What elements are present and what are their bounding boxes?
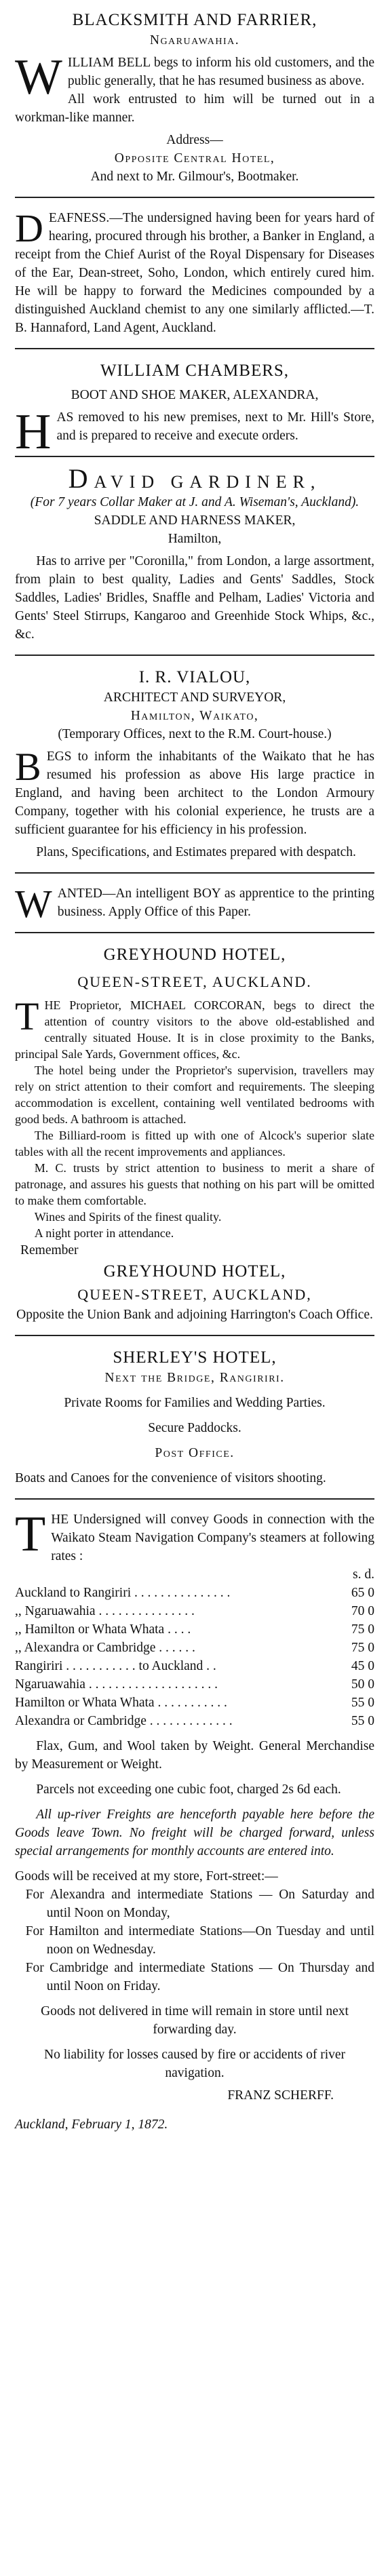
ad-sherleys-hotel xyxy=(15,1347,374,1487)
rate-row xyxy=(15,1602,374,1620)
ad-body: HE Proprietor, MICHAEL CORCORAN, begs to direct the attention of country visitors to the above old-established and centrally situated House. It is in close proximity to the Banks, principal Sale Yards, Government offices, &c. xyxy=(15,998,374,1061)
ad-place: Hamilton, xyxy=(168,532,222,546)
rate-value: 50 0 xyxy=(351,1677,374,1692)
ad-body: The hotel being under the Proprietor's supervision, travellers may rely on strict attention to their comfort and requirements. The sleeping accommodation is excellent, containing well ventilated bedrooms with good beds. A bathroom is attached. xyxy=(15,1063,374,1126)
divider xyxy=(15,1335,374,1336)
ad-line: Goods will be received at my store, Fort-street:— xyxy=(15,1869,278,1884)
rate-row xyxy=(15,1675,374,1694)
ad-vialou xyxy=(15,667,374,861)
rate-route: Rangiriri . . . . . . . . . . . to Auckland . . xyxy=(15,1659,216,1673)
ad-place: Ngaruawahia. xyxy=(149,33,240,47)
ad-body: AS removed to his new premises, next to Mr. Hill's Store, and is prepared to receive and execute orders. xyxy=(56,410,374,443)
rate-value: 55 0 xyxy=(351,1714,374,1728)
ad-body: All work entrusted to him will be turned out in a workman-like manner. xyxy=(15,92,374,125)
divider xyxy=(15,348,374,349)
ad-line: Secure Paddocks. xyxy=(148,1421,241,1435)
drop-capital: W xyxy=(15,50,62,105)
ad-line: Parcels not exceeding one cubic foot, charged 2s 6d each. xyxy=(36,1782,341,1797)
ad-scherff-freight xyxy=(15,1506,374,2134)
rates-header-row xyxy=(15,1565,374,1584)
ad-subtitle: QUEEN-STREET, AUCKLAND. xyxy=(77,973,312,990)
ad-blacksmith xyxy=(15,9,374,186)
rate-row xyxy=(15,1620,374,1639)
address-label: Address— xyxy=(166,133,223,147)
rate-route: ,, Alexandra or Cambridge . . . . . . xyxy=(15,1641,195,1655)
ad-title: BLACKSMITH AND FARRIER, xyxy=(72,11,317,29)
ad-line: Post Office. xyxy=(155,1446,235,1460)
rate-value: 55 0 xyxy=(351,1696,374,1710)
schedule-item: For Cambridge and intermediate Stations — On Thursday and until Noon on Friday. xyxy=(25,1961,374,1993)
ad-line: Boats and Canoes for the convenience of visitors shooting. xyxy=(15,1471,326,1485)
rate-route: Hamilton or Whata Whata . . . . . . . . . . . xyxy=(15,1696,227,1710)
ad-line: Private Rooms for Families and Wedding Parties. xyxy=(64,1396,326,1410)
ad-subtitle: SADDLE AND HARNESS MAKER, xyxy=(94,513,296,528)
rate-row xyxy=(15,1657,374,1675)
ad-wanted xyxy=(15,882,374,926)
ad-body: M. C. trusts by strict attention to business to merit a share of patronage, and assures his guests that nothing on his part will be omitted to make them comfortable. xyxy=(15,1161,374,1207)
ad-body: Plans, Specifications, and Estimates prepared with despatch. xyxy=(36,845,356,859)
address-line: And next to Mr. Gilmour's, Bootmaker. xyxy=(90,170,299,184)
divider xyxy=(15,1498,374,1500)
ad-title xyxy=(15,463,374,494)
divider xyxy=(15,197,374,198)
ad-title: SHERLEY'S HOTEL, xyxy=(113,1348,277,1367)
rate-route: Ngaruawahia . . . . . . . . . . . . . . . . . . . . xyxy=(15,1677,218,1692)
ad-line: No liability for losses caused by fire or accidents of river navigation. xyxy=(43,2048,346,2080)
ad-line: Flax, Gum, and Wool taken by Weight. General Merchandise by Measurement or Weight. xyxy=(15,1739,374,1772)
ad-title: WILLIAM CHAMBERS, xyxy=(100,362,290,380)
ad-line: Goods not delivered in time will remain in store until next forwarding day. xyxy=(41,2004,349,2037)
ad-chambers xyxy=(15,360,374,460)
drop-capital: B xyxy=(15,745,41,789)
rate-route: Auckland to Rangiriri . . . . . . . . . . . . . . . xyxy=(15,1586,231,1600)
ad-body: Has to arrive per "Coronilla," from London, a large assortment, from plain to best quality, Ladies and Gents' Saddles, Stock Saddles, Ladies' Bridles, Snaffle and Pelham, Ladies' Victoria and Gents' Steel Stirrups, Kangaroo and Greenhide Stock Whips, &c., &c. xyxy=(15,554,374,642)
signature: FRANZ SCHERFF. xyxy=(227,2088,334,2103)
rate-value: 75 0 xyxy=(351,1622,374,1637)
rate-value: 70 0 xyxy=(351,1604,374,1618)
ad-body: The Billiard-room is fitted up with one of Alcock's superior slate tables with all the recent improvements and appliances. xyxy=(15,1129,374,1158)
divider xyxy=(15,655,374,656)
ad-note: (For 7 years Collar Maker at J. and A. Wiseman's, Auckland). xyxy=(30,495,360,509)
ad-body: EAFNESS.—The undersigned having been for years hard of hearing, procured through his brother, a Banker in England, a receipt from the Chief Aurist of the Royal Dispensary for Diseases of the Ear, Dean-street, Soho, London, which entirely cured him. He will be happy to forward the Medicines compounded by a distinguished Auckland chemist to any one similarly afflicted.—T. B. Hannaford, Land Agent, Auckland. xyxy=(15,211,374,335)
ad-place: Hamilton, Waikato, xyxy=(130,709,259,723)
rate-row xyxy=(15,1584,374,1602)
ad-place: Next the Bridge, Rangiriri. xyxy=(104,1371,285,1385)
rate-route: ,, Hamilton or Whata Whata . . . . xyxy=(15,1622,191,1637)
schedule-item: For Hamilton and intermediate Stations—On Tuesday and until noon on Wednesday. xyxy=(25,1924,374,1957)
rate-row xyxy=(15,1712,374,1730)
ad-body: ILLIAM BELL begs to inform his old customers, and the public generally, that he has resumed business as above. xyxy=(67,56,374,88)
ad-title-repeat: GREYHOUND HOTEL, xyxy=(103,1262,286,1281)
ad-body: Wines and Spirits of the finest quality. xyxy=(34,1210,222,1224)
drop-capital: T xyxy=(15,1506,46,1562)
title-rest: AVID GARDINER, xyxy=(94,472,322,492)
drop-capital: T xyxy=(15,994,39,1038)
dateline: Auckland, February 1, 1872. xyxy=(15,2118,168,2132)
ad-line: All up-river Freights are henceforth payable here before the Goods leave Town. No freight will be charged forward, unless special arrangements for monthly accounts are entered into. xyxy=(15,1808,374,1858)
ad-note: (Temporary Offices, next to the R.M. Court-house.) xyxy=(58,727,332,741)
ad-deafness xyxy=(15,206,374,337)
ad-remember: Remember xyxy=(20,1243,79,1257)
ad-title: GREYHOUND HOTEL, xyxy=(103,945,286,964)
ad-intro: HE Undersigned will convey Goods in connection with the Waikato Steam Navigation Company's steamers at following rates : xyxy=(51,1513,374,1563)
rate-route: Alexandra or Cambridge . . . . . . . . . . . . . xyxy=(15,1714,233,1728)
rate-route: ,, Ngaruawahia . . . . . . . . . . . . . . . xyxy=(15,1604,195,1618)
rate-row xyxy=(15,1639,374,1657)
rate-value: 45 0 xyxy=(351,1659,374,1673)
ad-title: I. R. VIALOU, xyxy=(138,668,251,686)
divider xyxy=(15,932,374,933)
ad-subtitle-repeat: QUEEN-STREET, AUCKLAND, xyxy=(77,1286,312,1303)
title-initial: D xyxy=(68,463,94,494)
rate-value: 75 0 xyxy=(351,1641,374,1655)
ad-body: A night porter in attendance. xyxy=(34,1226,174,1240)
ad-body: EGS to inform the inhabitants of the Waikato that he has resumed his profession as above His large practice in England, and having been architect to the London Armoury Company, together with his colonial experience, he trusts are a sufficient guarantee for his efficiency in his profession. xyxy=(15,749,374,837)
ad-greyhound-hotel xyxy=(15,944,374,1324)
ad-subtitle: BOOT AND SHOE MAKER, ALEXANDRA, xyxy=(71,388,319,402)
address-line: Opposite Central Hotel, xyxy=(114,151,275,165)
drop-capital: W xyxy=(15,882,52,926)
divider xyxy=(15,872,374,874)
ad-gardiner xyxy=(15,463,374,644)
schedule-item: For Alexandra and intermediate Stations — On Saturday and until Noon on Monday, xyxy=(25,1888,374,1920)
rate-row xyxy=(15,1694,374,1712)
ad-body: ANTED—An intelligent BOY as apprentice to the printing business. Apply Office of this Paper. xyxy=(57,886,374,919)
drop-capital: D xyxy=(15,206,43,250)
drop-capital: H xyxy=(15,404,52,460)
divider xyxy=(15,456,374,457)
ad-footer: Opposite the Union Bank and adjoining Harrington's Coach Office. xyxy=(16,1308,373,1322)
rate-value: 65 0 xyxy=(351,1586,374,1600)
rates-table xyxy=(15,1584,374,1730)
ad-subtitle: ARCHITECT AND SURVEYOR, xyxy=(103,690,286,705)
unit-header: s. d. xyxy=(353,1567,374,1582)
